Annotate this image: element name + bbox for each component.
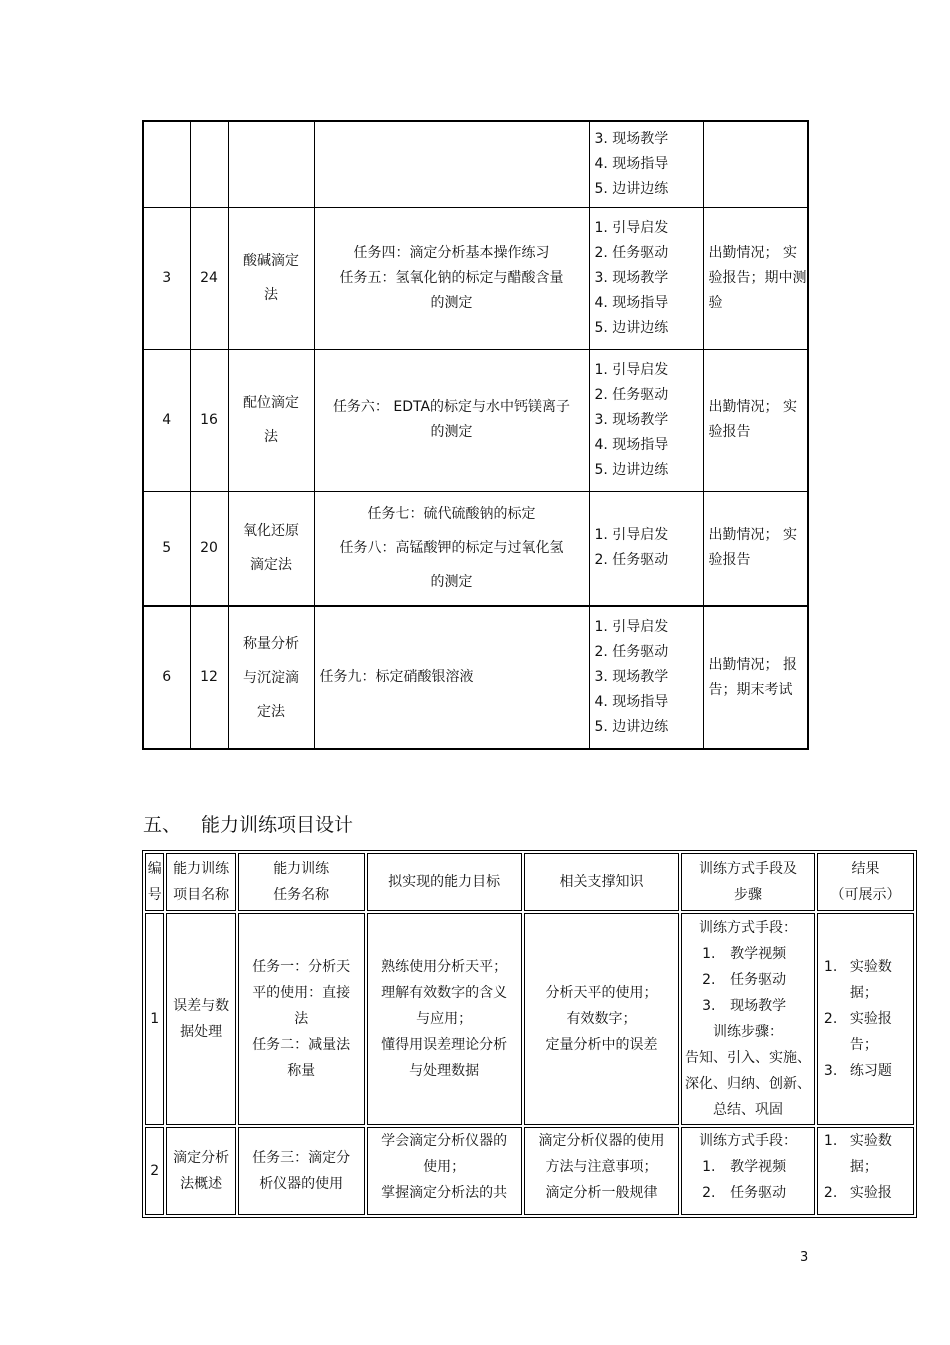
header-method-line: 训练方式手段及 xyxy=(699,861,797,877)
method-item: 1. 引导启发 xyxy=(594,527,669,544)
result-item-text: 练习题 xyxy=(849,1063,892,1079)
method-item: 4. 现场指导 xyxy=(594,294,669,311)
header-number-line: 号 xyxy=(147,887,162,903)
ability-goal-line: 熟练使用分析天平； xyxy=(381,959,508,975)
unit-name-line: 滴定法 xyxy=(250,557,292,574)
ability-goal-line: 理解有效数字的含义 xyxy=(381,985,508,1001)
assessment-line: 出勤情况； 报 xyxy=(708,656,797,673)
method-item xyxy=(682,967,814,993)
unit-number: 3 xyxy=(143,207,190,349)
task-line: 任务四：滴定分析基本操作练习 xyxy=(353,244,550,261)
result-item-number: 2. xyxy=(823,1011,838,1027)
ability-goal xyxy=(367,1127,522,1215)
teaching-methods xyxy=(589,121,703,207)
project-name-line: 法概述 xyxy=(180,1176,223,1192)
training-method xyxy=(681,1127,815,1215)
ability-goal-line: 掌握滴定分析法的共 xyxy=(381,1185,508,1201)
unit-number: 4 xyxy=(143,349,190,491)
teaching-methods xyxy=(589,207,703,349)
assessment xyxy=(703,491,808,606)
schedule-row xyxy=(143,349,808,491)
ability-goal-line: 学会滴定分析仪器的 xyxy=(381,1133,508,1149)
method-item: 5. 边讲边练 xyxy=(594,319,669,336)
result-item-continuation: 据； xyxy=(849,985,878,1001)
knowledge-line: 分析天平的使用； xyxy=(545,985,658,1001)
header-result-line: 结果 xyxy=(851,861,880,877)
result-item xyxy=(818,1128,913,1154)
method-item: 2. 任务驱动 xyxy=(594,244,669,261)
header-knowledge xyxy=(524,853,679,911)
method-item: 5. 边讲边练 xyxy=(594,180,669,197)
hours: 20 xyxy=(190,491,228,606)
knowledge-line: 定量分析中的误差 xyxy=(545,1037,658,1053)
project-number: 2 xyxy=(145,1127,164,1215)
method-item-number: 2. xyxy=(702,1185,716,1201)
ability-goal-line: 与处理数据 xyxy=(409,1063,480,1079)
method-item: 2. 任务驱动 xyxy=(594,644,669,660)
ability-goal-line: 与应用； xyxy=(416,1011,473,1027)
supporting-knowledge xyxy=(524,1127,679,1215)
result-item xyxy=(818,1180,913,1206)
header-task-name-line: 任务名称 xyxy=(273,887,330,903)
schedule-row xyxy=(143,121,808,207)
header-task-name-line: 能力训练 xyxy=(273,861,330,877)
task-cell xyxy=(314,349,589,491)
method-item: 3. 现场教学 xyxy=(594,130,669,147)
unit-number: 6 xyxy=(143,606,190,749)
task-line: 任务六： EDTA的标定与水中钙镁离子 xyxy=(332,399,571,415)
result-item-continuation: 告； xyxy=(849,1037,878,1053)
result-item xyxy=(818,1058,913,1084)
header-number xyxy=(145,853,164,911)
result-item-text: 实验数 xyxy=(849,959,892,975)
header-knowledge-line: 相关支撑知识 xyxy=(559,874,644,890)
assessment-line: 告； xyxy=(708,681,737,698)
result-item-text: 实验报 xyxy=(849,1185,892,1201)
schedule-row xyxy=(143,207,808,349)
steps-title: 训练步骤： xyxy=(713,1024,783,1040)
project-row xyxy=(145,913,914,1125)
method-item: 4. 现场指导 xyxy=(594,694,669,710)
method-item: 5. 边讲边练 xyxy=(594,719,669,735)
method-item: 1. 引导启发 xyxy=(594,619,669,635)
assessment-line: 验报告 xyxy=(708,424,751,440)
method-item xyxy=(682,1154,814,1180)
task-cell xyxy=(314,606,589,749)
assessment-line: 出勤情况； 实 xyxy=(708,399,797,415)
task-line: 的测定 xyxy=(430,294,473,311)
project-name-line: 据处理 xyxy=(180,1024,223,1040)
section-number: 五、 xyxy=(143,814,182,836)
header-project-name-line: 能力训练 xyxy=(173,861,230,877)
schedule-row xyxy=(143,606,808,749)
method-title: 训练方式手段： xyxy=(699,1133,797,1149)
ability-goal xyxy=(367,913,522,1125)
section-title-text: 能力训练项目设计 xyxy=(201,814,354,836)
assessment-line: 出勤情况； 实 xyxy=(708,527,797,544)
assessment xyxy=(703,349,808,491)
hours: 16 xyxy=(190,349,228,491)
hours xyxy=(190,121,228,207)
method-item: 4. 现场指导 xyxy=(594,155,669,172)
schedule-row xyxy=(143,491,808,606)
schedule-table xyxy=(142,120,809,750)
unit-name-line: 配位滴定 xyxy=(243,395,299,411)
unit-name xyxy=(228,606,314,749)
header-number-line: 编 xyxy=(147,861,162,877)
knowledge-line: 滴定分析仪器的使用 xyxy=(538,1133,665,1149)
task-name-line: 任务二：减量法 xyxy=(252,1037,351,1053)
result-item-continuation: 据； xyxy=(849,1159,878,1175)
steps-line: 总结、巩固 xyxy=(713,1102,783,1118)
task-name xyxy=(238,913,365,1125)
method-item xyxy=(682,941,814,967)
project-number: 1 xyxy=(145,913,164,1125)
task-name-line: 平的使用：直接 xyxy=(252,985,351,1001)
header-method xyxy=(681,853,815,911)
unit-name xyxy=(228,349,314,491)
method-item: 3. 现场教学 xyxy=(594,669,669,685)
method-item: 4. 现场指导 xyxy=(594,436,669,453)
project-name xyxy=(166,1127,235,1215)
method-item xyxy=(682,993,814,1019)
unit-name-line: 与沉淀滴 xyxy=(243,669,299,686)
method-item-text: 任务驱动 xyxy=(730,1185,787,1201)
unit-number: 5 xyxy=(143,491,190,606)
project-name-line: 滴定分析 xyxy=(173,1150,230,1166)
task-cell xyxy=(314,121,589,207)
project-name xyxy=(166,913,235,1125)
result-item-text: 实验报 xyxy=(849,1011,892,1027)
unit-name-line: 酸碱滴定 xyxy=(243,253,299,269)
hours: 12 xyxy=(190,606,228,749)
header-ability-goal xyxy=(367,853,522,911)
ability-goal-line: 使用； xyxy=(423,1159,466,1175)
assessment-line: 出勤情况； 实 xyxy=(708,244,797,261)
unit-name-line: 定法 xyxy=(257,703,285,720)
result-item-number: 2. xyxy=(823,1185,838,1201)
header-row xyxy=(145,853,914,911)
assessment-line: 期末考试 xyxy=(736,681,793,698)
task-cell xyxy=(314,491,589,606)
task-name-line: 析仪器的使用 xyxy=(259,1176,344,1192)
method-item-number: 2. xyxy=(702,972,716,988)
unit-number xyxy=(143,121,190,207)
header-method-line: 步骤 xyxy=(734,887,762,903)
method-item xyxy=(682,1180,814,1206)
teaching-methods xyxy=(589,606,703,749)
task-name-line: 法 xyxy=(294,1011,309,1027)
hours: 24 xyxy=(190,207,228,349)
knowledge-line: 有效数字； xyxy=(566,1011,637,1027)
method-item-number: 1. xyxy=(702,1159,716,1175)
header-project-name xyxy=(166,853,235,911)
task-line: 任务八：高锰酸钾的标定与过氧化氢 xyxy=(339,540,564,557)
ability-goal-line: 懂得用误差理论分析 xyxy=(381,1037,508,1053)
assessment-line: 验报告 xyxy=(708,552,751,569)
knowledge-line: 方法与注意事项； xyxy=(545,1159,658,1175)
task-line: 任务七：硫代硫酸钠的标定 xyxy=(367,506,536,523)
result-item xyxy=(818,954,913,980)
result xyxy=(817,1127,914,1215)
knowledge-line: 滴定分析一般规律 xyxy=(545,1185,658,1201)
training-method xyxy=(681,913,815,1125)
task-line: 的测定 xyxy=(430,424,473,440)
method-item: 2. 任务驱动 xyxy=(594,386,669,403)
header-project-name-line: 项目名称 xyxy=(173,887,230,903)
header-result xyxy=(817,853,914,911)
unit-name xyxy=(228,491,314,606)
method-item-text: 现场教学 xyxy=(730,998,787,1014)
method-item-number: 1. xyxy=(702,946,716,962)
task-name xyxy=(238,1127,365,1215)
assessment xyxy=(703,121,808,207)
method-item: 2. 任务驱动 xyxy=(594,552,669,569)
method-item: 3. 现场教学 xyxy=(594,269,669,286)
header-task-name xyxy=(238,853,365,911)
teaching-methods xyxy=(589,349,703,491)
result-item-text: 实验数 xyxy=(849,1133,892,1149)
result-item-number: 3. xyxy=(823,1063,838,1079)
method-item: 1. 引导启发 xyxy=(594,361,669,378)
unit-name-line: 氧化还原 xyxy=(243,523,299,540)
method-item: 1. 引导启发 xyxy=(594,219,669,236)
task-line: 任务九：标定硝酸银溶液 xyxy=(319,669,474,685)
supporting-knowledge xyxy=(524,913,679,1125)
unit-name xyxy=(228,207,314,349)
task-name-line: 任务三：滴定分 xyxy=(252,1150,351,1166)
task-line: 任务五：氢氧化钠的标定与醋酸含量 xyxy=(339,269,564,286)
method-item-text: 任务驱动 xyxy=(730,972,787,988)
method-item: 3. 现场教学 xyxy=(594,411,669,428)
method-title: 训练方式手段： xyxy=(699,920,797,936)
task-cell xyxy=(314,207,589,349)
page-number: 3 xyxy=(800,1250,809,1265)
task-name-line: 称量 xyxy=(287,1063,316,1079)
section-title xyxy=(143,810,353,840)
result-item-number: 1. xyxy=(823,1133,838,1149)
project-name-line: 误差与数 xyxy=(173,998,230,1014)
method-item-number: 3. xyxy=(702,998,716,1014)
method-item: 5. 边讲边练 xyxy=(594,461,669,478)
result-item xyxy=(818,1006,913,1032)
assessment-line: 验报告； xyxy=(708,269,765,286)
training-project-table xyxy=(142,850,917,1218)
teaching-methods xyxy=(589,491,703,606)
result xyxy=(817,913,914,1125)
task-name-line: 任务一：分析天 xyxy=(252,959,351,975)
method-item-text: 教学视频 xyxy=(730,946,787,962)
header-result-line: （可展示） xyxy=(830,887,901,903)
task-line: 的测定 xyxy=(430,574,473,591)
project-row xyxy=(145,1127,914,1215)
assessment xyxy=(703,606,808,749)
unit-name-line: 法 xyxy=(264,429,278,445)
method-item-text: 教学视频 xyxy=(730,1159,787,1175)
assessment-line: 期中测验 xyxy=(708,269,807,311)
unit-name-line: 法 xyxy=(264,287,278,303)
steps-line: 告知、引入、实施、 xyxy=(685,1050,811,1066)
steps-line: 深化、归纳、创新、 xyxy=(685,1076,811,1092)
assessment xyxy=(703,207,808,349)
unit-name-line: 称量分析 xyxy=(243,635,299,652)
header-ability-goal-line: 拟实现的能力目标 xyxy=(388,874,501,890)
unit-name xyxy=(228,121,314,207)
result-item-number: 1. xyxy=(823,959,838,975)
